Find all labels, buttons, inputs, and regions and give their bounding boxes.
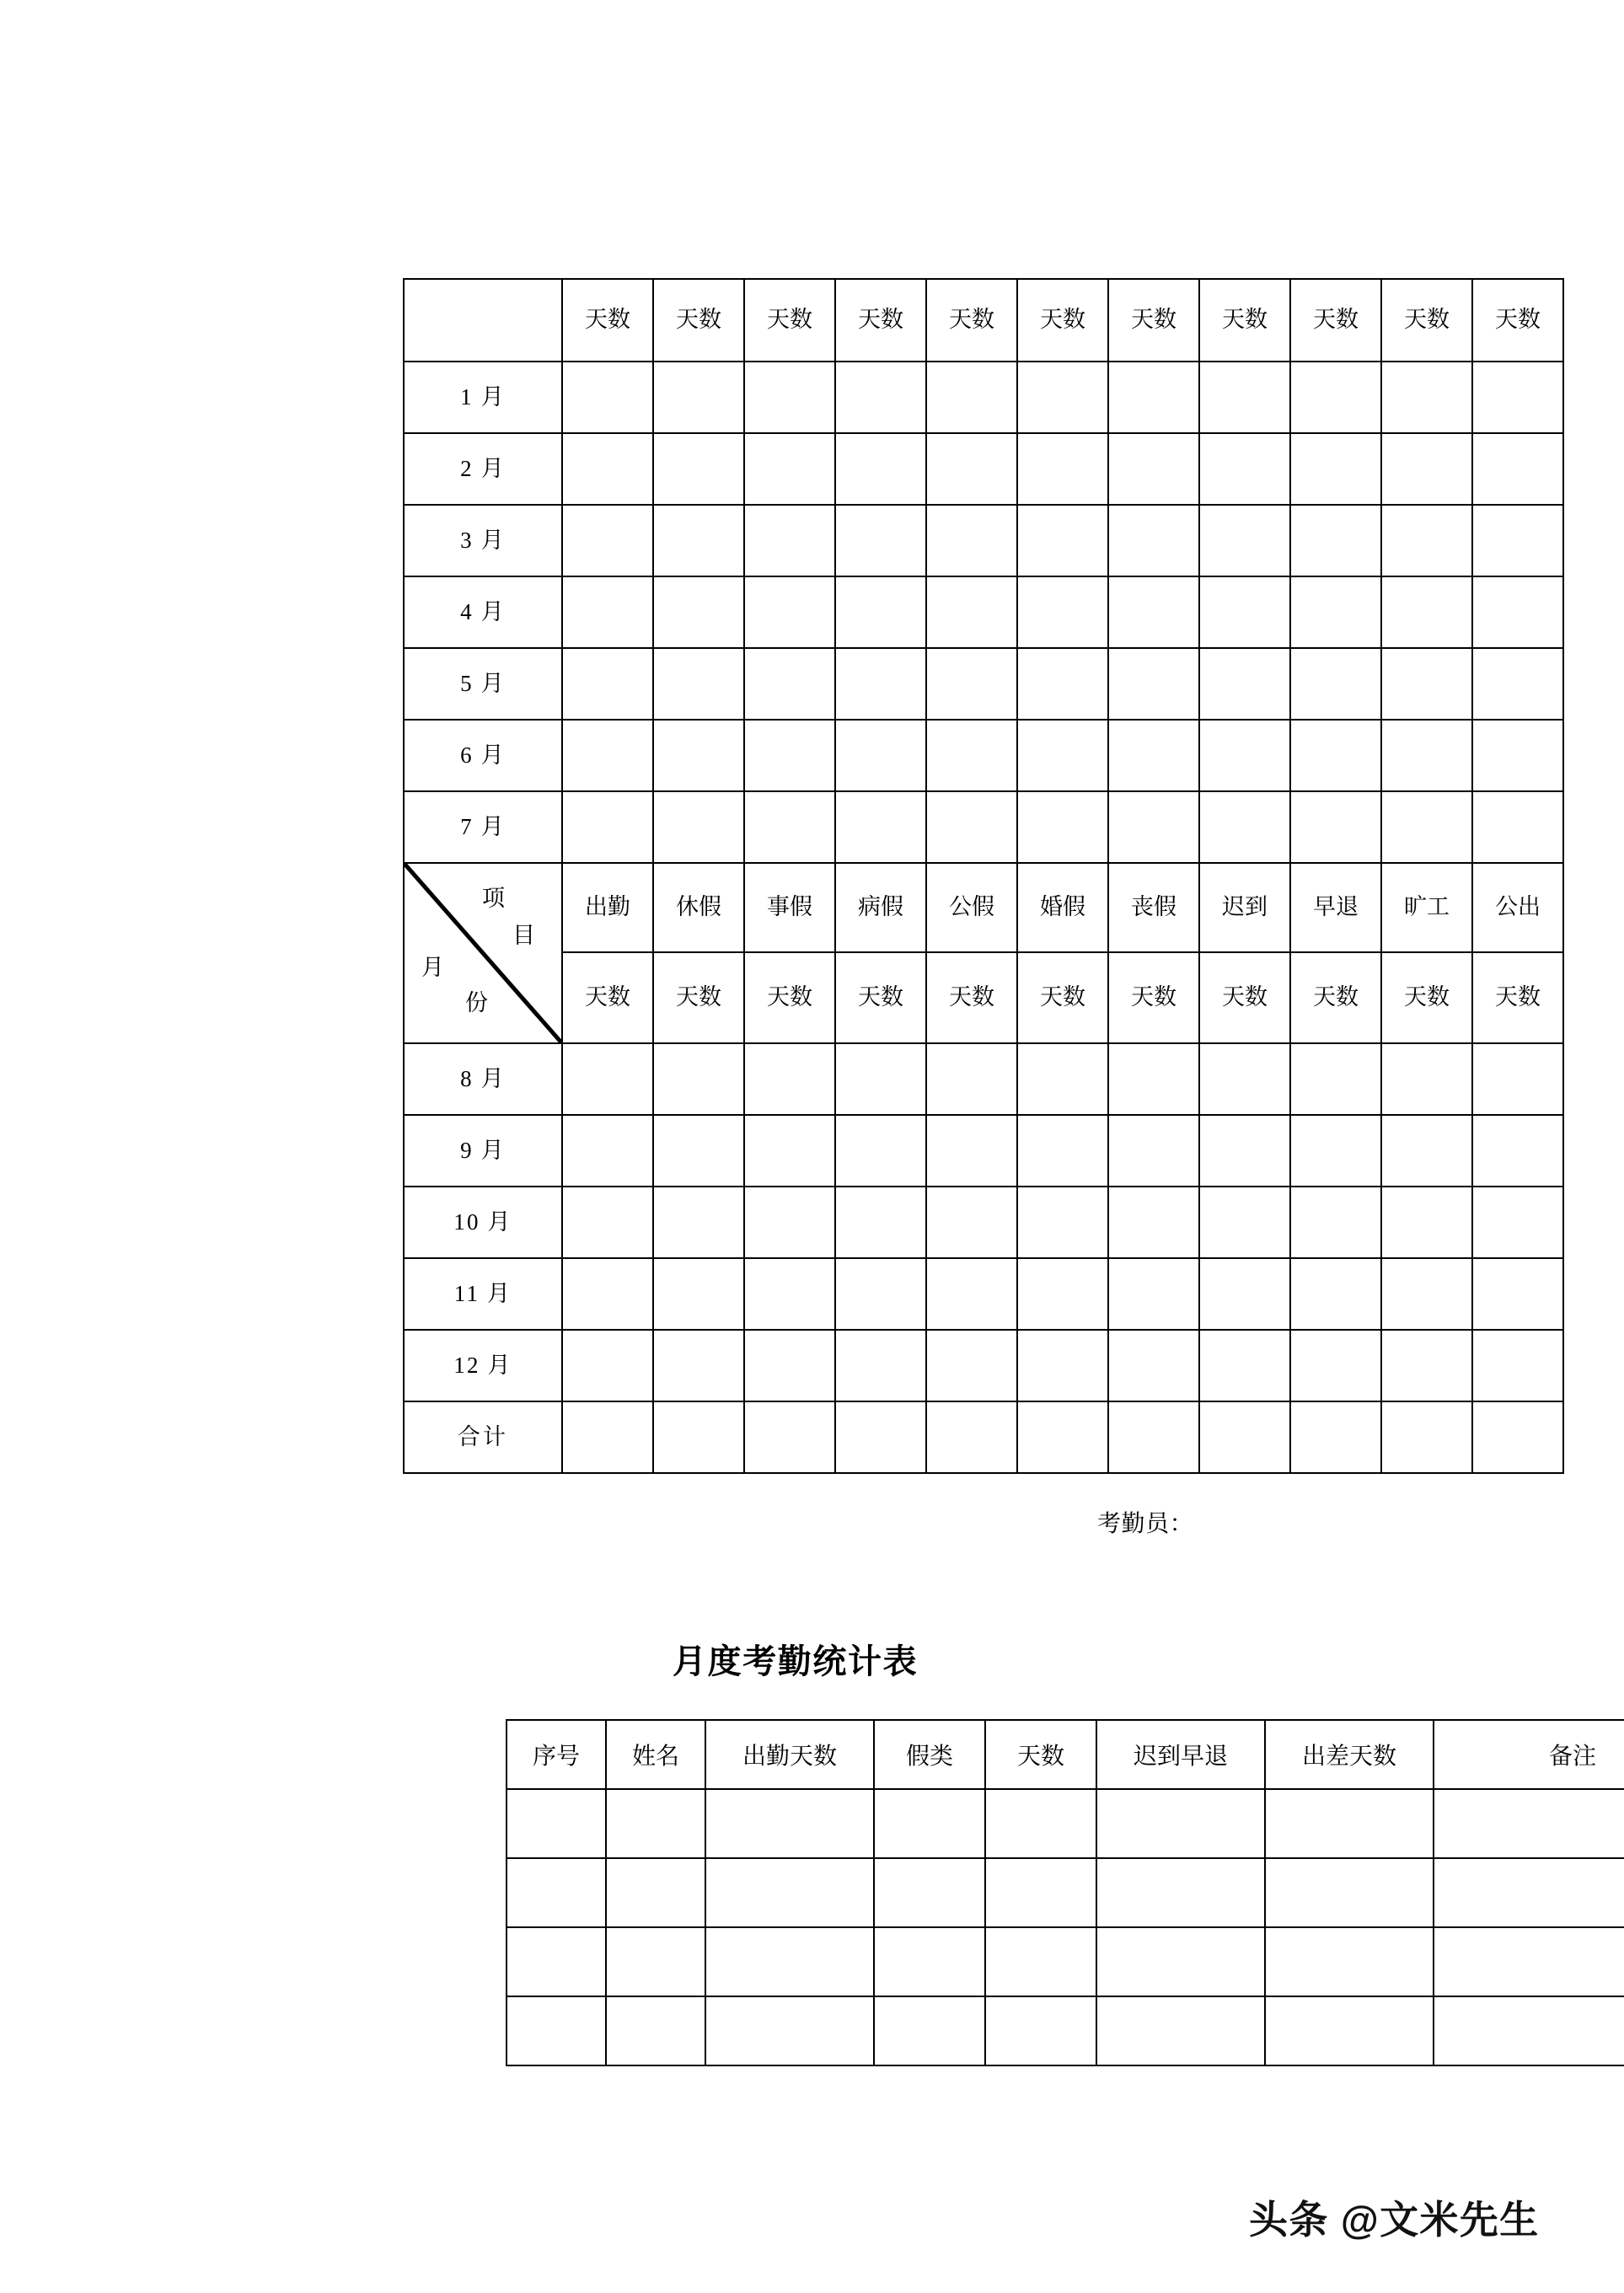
data-cell[interactable] xyxy=(744,505,835,576)
data-cell[interactable] xyxy=(1199,791,1290,863)
days-unit-cell: 天数 xyxy=(1290,952,1381,1043)
data-cell[interactable] xyxy=(1290,791,1381,863)
days-unit-cell: 天数 xyxy=(926,952,1017,1043)
data-cell[interactable] xyxy=(1472,1115,1563,1187)
data-cell[interactable] xyxy=(562,1043,653,1115)
data-cell[interactable] xyxy=(1096,1789,1265,1858)
monthly-header-cell: 序号 xyxy=(506,1720,606,1789)
data-cell[interactable] xyxy=(1017,362,1108,433)
data-cell[interactable] xyxy=(1381,1330,1472,1401)
data-cell[interactable] xyxy=(1381,1043,1472,1115)
data-cell[interactable] xyxy=(835,433,926,505)
data-cell[interactable] xyxy=(1017,505,1108,576)
days-header-cell: 天数 xyxy=(562,279,653,362)
data-cell[interactable] xyxy=(653,1330,744,1401)
annual-days-header-row xyxy=(404,279,1563,362)
data-cell[interactable] xyxy=(1290,1043,1381,1115)
month-label-cell: 12 月 xyxy=(404,1330,562,1401)
table-row xyxy=(404,648,1563,720)
category-header-cell: 丧假 xyxy=(1108,863,1199,952)
data-cell[interactable] xyxy=(1472,362,1563,433)
month-label-cell: 7 月 xyxy=(404,791,562,863)
data-cell[interactable] xyxy=(985,1789,1096,1858)
data-cell[interactable] xyxy=(835,1115,926,1187)
diagonal-month-char-2: 份 xyxy=(465,990,488,1015)
data-cell[interactable] xyxy=(926,1258,1017,1330)
monthly-header-cell: 迟到早退 xyxy=(1096,1720,1265,1789)
data-cell[interactable] xyxy=(1108,362,1199,433)
data-cell[interactable] xyxy=(1381,1401,1472,1473)
category-header-cell: 公假 xyxy=(926,863,1017,952)
month-label-cell: 4 月 xyxy=(404,576,562,648)
data-cell[interactable] xyxy=(1199,720,1290,791)
data-cell[interactable] xyxy=(1265,1927,1434,1996)
data-cell[interactable] xyxy=(835,720,926,791)
data-cell[interactable] xyxy=(1381,1115,1472,1187)
monthly-header-cell: 姓名 xyxy=(606,1720,705,1789)
data-cell[interactable] xyxy=(1108,1115,1199,1187)
data-cell[interactable] xyxy=(926,1330,1017,1401)
data-cell[interactable] xyxy=(1381,433,1472,505)
days-header-cell: 天数 xyxy=(1290,279,1381,362)
data-cell[interactable] xyxy=(744,576,835,648)
table-row xyxy=(404,362,1563,433)
data-cell[interactable] xyxy=(1096,1927,1265,1996)
days-header-cell: 天数 xyxy=(926,279,1017,362)
data-cell[interactable] xyxy=(562,1115,653,1187)
table-row xyxy=(506,1789,1624,1858)
category-header-cell: 旷工 xyxy=(1381,863,1472,952)
days-header-cell: 天数 xyxy=(835,279,926,362)
data-cell[interactable] xyxy=(653,1115,744,1187)
data-cell[interactable] xyxy=(1381,505,1472,576)
days-unit-cell: 天数 xyxy=(562,952,653,1043)
data-cell[interactable] xyxy=(653,791,744,863)
table-row xyxy=(404,1115,1563,1187)
data-cell[interactable] xyxy=(874,1927,985,1996)
data-cell[interactable] xyxy=(1017,433,1108,505)
days-header-cell: 天数 xyxy=(653,279,744,362)
data-cell[interactable] xyxy=(1290,1115,1381,1187)
data-cell[interactable] xyxy=(1199,1401,1290,1473)
data-cell[interactable] xyxy=(606,1996,705,2065)
data-cell[interactable] xyxy=(1290,1258,1381,1330)
monthly-attendance-table xyxy=(506,1719,1624,2066)
days-unit-cell: 天数 xyxy=(1017,952,1108,1043)
data-cell[interactable] xyxy=(562,648,653,720)
data-cell[interactable] xyxy=(1290,1330,1381,1401)
data-cell[interactable] xyxy=(744,1043,835,1115)
data-cell[interactable] xyxy=(1108,576,1199,648)
data-cell[interactable] xyxy=(744,1187,835,1258)
data-cell[interactable] xyxy=(506,1927,606,1996)
days-header-cell: 天数 xyxy=(1199,279,1290,362)
data-cell[interactable] xyxy=(653,1258,744,1330)
days-unit-cell: 天数 xyxy=(1199,952,1290,1043)
days-header-cell: 天数 xyxy=(1017,279,1108,362)
data-cell[interactable] xyxy=(1199,576,1290,648)
data-cell[interactable] xyxy=(926,433,1017,505)
data-cell[interactable] xyxy=(705,1858,874,1927)
month-label-cell: 6 月 xyxy=(404,720,562,791)
data-cell[interactable] xyxy=(835,1043,926,1115)
annual-attendance-table xyxy=(403,278,1564,1474)
annual-total-row xyxy=(404,1401,1563,1473)
data-cell[interactable] xyxy=(1381,648,1472,720)
monthly-header-cell: 天数 xyxy=(985,1720,1096,1789)
data-cell[interactable] xyxy=(1199,1115,1290,1187)
category-header-cell: 婚假 xyxy=(1017,863,1108,952)
data-cell[interactable] xyxy=(562,1258,653,1330)
data-cell[interactable] xyxy=(1108,648,1199,720)
data-cell[interactable] xyxy=(1017,1043,1108,1115)
data-cell[interactable] xyxy=(1017,1258,1108,1330)
data-cell[interactable] xyxy=(1199,1187,1290,1258)
diagonal-month-char-1: 月 xyxy=(421,955,444,980)
days-unit-cell: 天数 xyxy=(744,952,835,1043)
annual-table-grid xyxy=(403,278,1564,1474)
data-cell[interactable] xyxy=(562,1330,653,1401)
days-header-cell: 天数 xyxy=(1108,279,1199,362)
data-cell[interactable] xyxy=(1472,1258,1563,1330)
data-cell[interactable] xyxy=(1017,576,1108,648)
month-label-cell: 1 月 xyxy=(404,362,562,433)
data-cell[interactable] xyxy=(874,1858,985,1927)
data-cell[interactable] xyxy=(1199,1330,1290,1401)
data-cell[interactable] xyxy=(926,720,1017,791)
data-cell[interactable] xyxy=(835,576,926,648)
attendance-clerk-signature-label: 考勤员： xyxy=(1097,1511,1194,1537)
category-header-cell: 休假 xyxy=(653,863,744,952)
data-cell[interactable] xyxy=(1199,362,1290,433)
page-title: 月度考勤统计表 xyxy=(673,1642,919,1680)
data-cell[interactable] xyxy=(1472,1187,1563,1258)
month-label-cell: 3 月 xyxy=(404,505,562,576)
data-cell[interactable] xyxy=(1472,1330,1563,1401)
data-cell[interactable] xyxy=(1108,505,1199,576)
annual-table-body xyxy=(404,279,1563,1473)
data-cell[interactable] xyxy=(1199,1043,1290,1115)
data-cell[interactable] xyxy=(926,1043,1017,1115)
data-cell[interactable] xyxy=(1434,1858,1624,1927)
data-cell[interactable] xyxy=(985,1927,1096,1996)
monthly-table-grid xyxy=(506,1719,1624,2066)
table-row xyxy=(506,1996,1624,2065)
data-cell[interactable] xyxy=(1199,433,1290,505)
data-cell[interactable] xyxy=(1265,1996,1434,2065)
table-row xyxy=(404,1258,1563,1330)
data-cell[interactable] xyxy=(1472,1043,1563,1115)
diagonal-split-header-cell xyxy=(404,863,562,1043)
data-cell[interactable] xyxy=(506,1789,606,1858)
data-cell[interactable] xyxy=(1472,505,1563,576)
table-row xyxy=(404,1043,1563,1115)
data-cell[interactable] xyxy=(926,1115,1017,1187)
monthly-header-cell: 备注 xyxy=(1434,1720,1624,1789)
table-row xyxy=(506,1927,1624,1996)
data-cell[interactable] xyxy=(653,1187,744,1258)
data-cell[interactable] xyxy=(744,1258,835,1330)
table-row xyxy=(404,505,1563,576)
category-header-cell: 早退 xyxy=(1290,863,1381,952)
month-label-cell: 2 月 xyxy=(404,433,562,505)
total-label-cell: 合计 xyxy=(404,1401,562,1473)
data-cell[interactable] xyxy=(1108,1043,1199,1115)
category-header-cell: 迟到 xyxy=(1199,863,1290,952)
data-cell[interactable] xyxy=(562,576,653,648)
data-cell[interactable] xyxy=(653,433,744,505)
data-cell[interactable] xyxy=(506,1858,606,1927)
data-cell[interactable] xyxy=(562,1401,653,1473)
data-cell[interactable] xyxy=(653,1401,744,1473)
data-cell[interactable] xyxy=(653,505,744,576)
data-cell[interactable] xyxy=(705,1789,874,1858)
data-cell[interactable] xyxy=(1290,648,1381,720)
data-cell[interactable] xyxy=(744,433,835,505)
data-cell[interactable] xyxy=(1381,720,1472,791)
data-cell[interactable] xyxy=(835,1187,926,1258)
data-cell[interactable] xyxy=(926,1401,1017,1473)
data-cell[interactable] xyxy=(926,576,1017,648)
data-cell[interactable] xyxy=(606,1789,705,1858)
data-cell[interactable] xyxy=(1017,1115,1108,1187)
data-cell[interactable] xyxy=(606,1858,705,1927)
data-cell[interactable] xyxy=(562,1187,653,1258)
data-cell[interactable] xyxy=(1017,720,1108,791)
data-cell[interactable] xyxy=(1472,648,1563,720)
data-cell[interactable] xyxy=(1472,576,1563,648)
data-cell[interactable] xyxy=(1434,1996,1624,2065)
table-row xyxy=(506,1858,1624,1927)
data-cell[interactable] xyxy=(562,505,653,576)
data-cell[interactable] xyxy=(1108,720,1199,791)
monthly-table-body xyxy=(506,1720,1624,2065)
category-header-cell: 病假 xyxy=(835,863,926,952)
data-cell[interactable] xyxy=(653,648,744,720)
watermark-text: 头条 @文米先生 xyxy=(1249,2198,1540,2242)
month-label-cell: 11 月 xyxy=(404,1258,562,1330)
data-cell[interactable] xyxy=(926,791,1017,863)
data-cell[interactable] xyxy=(1472,720,1563,791)
data-cell[interactable] xyxy=(1265,1789,1434,1858)
data-cell[interactable] xyxy=(835,1258,926,1330)
data-cell[interactable] xyxy=(1017,1187,1108,1258)
days-unit-cell: 天数 xyxy=(1381,952,1472,1043)
data-cell[interactable] xyxy=(1108,1330,1199,1401)
days-header-cell: 天数 xyxy=(1381,279,1472,362)
data-cell[interactable] xyxy=(1290,433,1381,505)
table-row xyxy=(404,433,1563,505)
data-cell[interactable] xyxy=(744,1330,835,1401)
data-cell[interactable] xyxy=(926,505,1017,576)
data-cell[interactable] xyxy=(1096,1996,1265,2065)
data-cell[interactable] xyxy=(926,362,1017,433)
data-cell[interactable] xyxy=(1290,720,1381,791)
data-cell[interactable] xyxy=(1290,362,1381,433)
monthly-header-cell: 假类 xyxy=(874,1720,985,1789)
data-cell[interactable] xyxy=(874,1996,985,2065)
category-unit-row xyxy=(404,952,1563,1043)
data-cell[interactable] xyxy=(653,576,744,648)
data-cell[interactable] xyxy=(1096,1858,1265,1927)
month-label-cell: 9 月 xyxy=(404,1115,562,1187)
data-cell[interactable] xyxy=(1290,1187,1381,1258)
data-cell[interactable] xyxy=(835,648,926,720)
data-cell[interactable] xyxy=(874,1789,985,1858)
data-cell[interactable] xyxy=(744,720,835,791)
data-cell[interactable] xyxy=(744,1115,835,1187)
data-cell[interactable] xyxy=(1265,1858,1434,1927)
data-cell[interactable] xyxy=(606,1927,705,1996)
data-cell[interactable] xyxy=(1472,433,1563,505)
data-cell[interactable] xyxy=(1434,1789,1624,1858)
data-cell[interactable] xyxy=(744,648,835,720)
data-cell[interactable] xyxy=(705,1996,874,2065)
data-cell[interactable] xyxy=(985,1996,1096,2065)
data-cell[interactable] xyxy=(1199,1258,1290,1330)
data-cell[interactable] xyxy=(1017,791,1108,863)
data-cell[interactable] xyxy=(926,648,1017,720)
data-cell[interactable] xyxy=(653,362,744,433)
table-row xyxy=(404,576,1563,648)
data-cell[interactable] xyxy=(1108,1401,1199,1473)
data-cell[interactable] xyxy=(1199,505,1290,576)
data-cell[interactable] xyxy=(835,505,926,576)
monthly-header-cell: 出差天数 xyxy=(1265,1720,1434,1789)
data-cell[interactable] xyxy=(1381,1187,1472,1258)
data-cell[interactable] xyxy=(835,362,926,433)
data-cell[interactable] xyxy=(1381,791,1472,863)
data-cell[interactable] xyxy=(985,1858,1096,1927)
data-cell[interactable] xyxy=(1472,791,1563,863)
category-header-cell: 事假 xyxy=(744,863,835,952)
month-label-cell: 8 月 xyxy=(404,1043,562,1115)
category-header-row xyxy=(404,863,1563,952)
data-cell[interactable] xyxy=(1290,1401,1381,1473)
monthly-header-cell: 出勤天数 xyxy=(705,1720,874,1789)
table-row xyxy=(404,1330,1563,1401)
table-row xyxy=(404,791,1563,863)
category-header-cell: 公出 xyxy=(1472,863,1563,952)
data-cell[interactable] xyxy=(835,1401,926,1473)
data-cell[interactable] xyxy=(1381,1258,1472,1330)
category-header-cell: 出勤 xyxy=(562,863,653,952)
data-cell[interactable] xyxy=(835,1330,926,1401)
data-cell[interactable] xyxy=(506,1996,606,2065)
data-cell[interactable] xyxy=(1017,1330,1108,1401)
data-cell[interactable] xyxy=(1108,433,1199,505)
data-cell[interactable] xyxy=(1017,1401,1108,1473)
days-unit-cell: 天数 xyxy=(1108,952,1199,1043)
data-cell[interactable] xyxy=(562,433,653,505)
data-cell[interactable] xyxy=(1199,648,1290,720)
table-row xyxy=(404,1187,1563,1258)
data-cell[interactable] xyxy=(653,720,744,791)
data-cell[interactable] xyxy=(1108,791,1199,863)
data-cell[interactable] xyxy=(744,1401,835,1473)
data-cell[interactable] xyxy=(1290,576,1381,648)
monthly-header-row xyxy=(506,1720,1624,1789)
data-cell[interactable] xyxy=(562,362,653,433)
diagonal-item-char-1: 项 xyxy=(482,886,505,911)
data-cell[interactable] xyxy=(653,1043,744,1115)
data-cell[interactable] xyxy=(1434,1927,1624,1996)
data-cell[interactable] xyxy=(1017,648,1108,720)
data-cell[interactable] xyxy=(1381,576,1472,648)
days-header-cell: 天数 xyxy=(744,279,835,362)
data-cell[interactable] xyxy=(1381,362,1472,433)
data-cell[interactable] xyxy=(744,791,835,863)
data-cell[interactable] xyxy=(1290,505,1381,576)
days-header-cell: 天数 xyxy=(1472,279,1563,362)
table-row xyxy=(404,720,1563,791)
month-label-cell: 10 月 xyxy=(404,1187,562,1258)
data-cell[interactable] xyxy=(1108,1187,1199,1258)
data-cell[interactable] xyxy=(926,1187,1017,1258)
data-cell[interactable] xyxy=(562,720,653,791)
diagonal-item-char-2: 目 xyxy=(512,923,535,948)
month-label-cell: 5 月 xyxy=(404,648,562,720)
days-unit-cell: 天数 xyxy=(1472,952,1563,1043)
data-cell[interactable] xyxy=(1108,1258,1199,1330)
data-cell[interactable] xyxy=(1472,1401,1563,1473)
data-cell[interactable] xyxy=(705,1927,874,1996)
days-unit-cell: 天数 xyxy=(835,952,926,1043)
data-cell[interactable] xyxy=(562,791,653,863)
days-unit-cell: 天数 xyxy=(653,952,744,1043)
data-cell[interactable] xyxy=(744,362,835,433)
data-cell[interactable] xyxy=(835,791,926,863)
annual-corner-cell xyxy=(404,279,562,362)
